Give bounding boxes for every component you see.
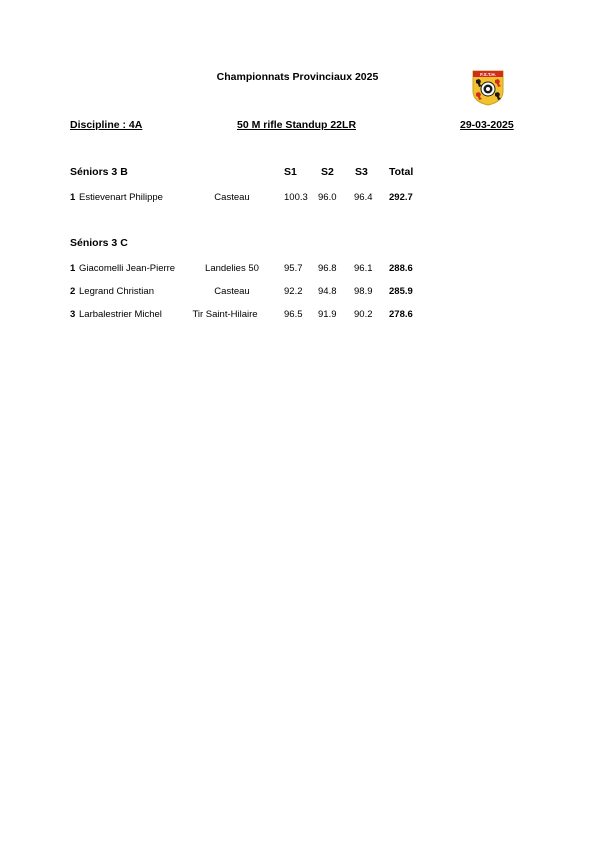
club-name: Landelies 50: [205, 263, 259, 274]
rank: 2: [70, 286, 76, 297]
score-total: 278.6: [389, 309, 413, 320]
shooter-name: Larbalestrier Michel: [79, 309, 162, 320]
rank: 3: [70, 309, 76, 320]
column-header-s3: S3: [355, 166, 368, 178]
federation-crest-icon: [471, 69, 505, 106]
shooter-name: Giacomelli Jean-Pierre: [79, 263, 176, 274]
column-header-total: Total: [389, 166, 414, 178]
score-s3: 96.1: [354, 263, 373, 274]
score-s2: 94.8: [318, 286, 337, 297]
score-s1: 92.2: [284, 286, 303, 297]
score-s2: 96.0: [318, 192, 337, 203]
score-total: 292.7: [389, 192, 413, 203]
column-header-s1: S1: [284, 166, 297, 178]
svg-text:F.S.T.H.: F.S.T.H.: [480, 72, 496, 77]
club-name: Casteau: [214, 286, 250, 297]
event-date: 29-03-2025: [460, 119, 514, 131]
score-s2: 96.8: [318, 263, 337, 274]
score-total: 285.9: [389, 286, 413, 297]
rank: 1: [70, 263, 76, 274]
club-name: Tir Saint-Hilaire: [192, 309, 258, 320]
event-name: 50 M rifle Standup 22LR: [237, 119, 357, 131]
shooter-name: Estievenart Philippe: [79, 192, 163, 203]
section-title-seniors-3c: Séniors 3 C: [70, 237, 128, 249]
shooter-name: Legrand Christian: [79, 286, 154, 297]
score-s3: 98.9: [354, 286, 373, 297]
rank: 1: [70, 192, 76, 203]
section-title-seniors-3b: Séniors 3 B: [70, 166, 128, 178]
score-s2: 91.9: [318, 309, 337, 320]
column-header-s2: S2: [321, 166, 334, 178]
score-s3: 96.4: [354, 192, 373, 203]
score-s1: 100.3: [284, 192, 308, 203]
page-title: Championnats Provinciaux 2025: [216, 71, 379, 83]
score-s1: 96.5: [284, 309, 303, 320]
discipline-label: Discipline : 4A: [70, 119, 143, 131]
score-s1: 95.7: [284, 263, 303, 274]
score-total: 288.6: [389, 263, 413, 274]
club-name: Casteau: [214, 192, 250, 203]
score-s3: 90.2: [354, 309, 373, 320]
